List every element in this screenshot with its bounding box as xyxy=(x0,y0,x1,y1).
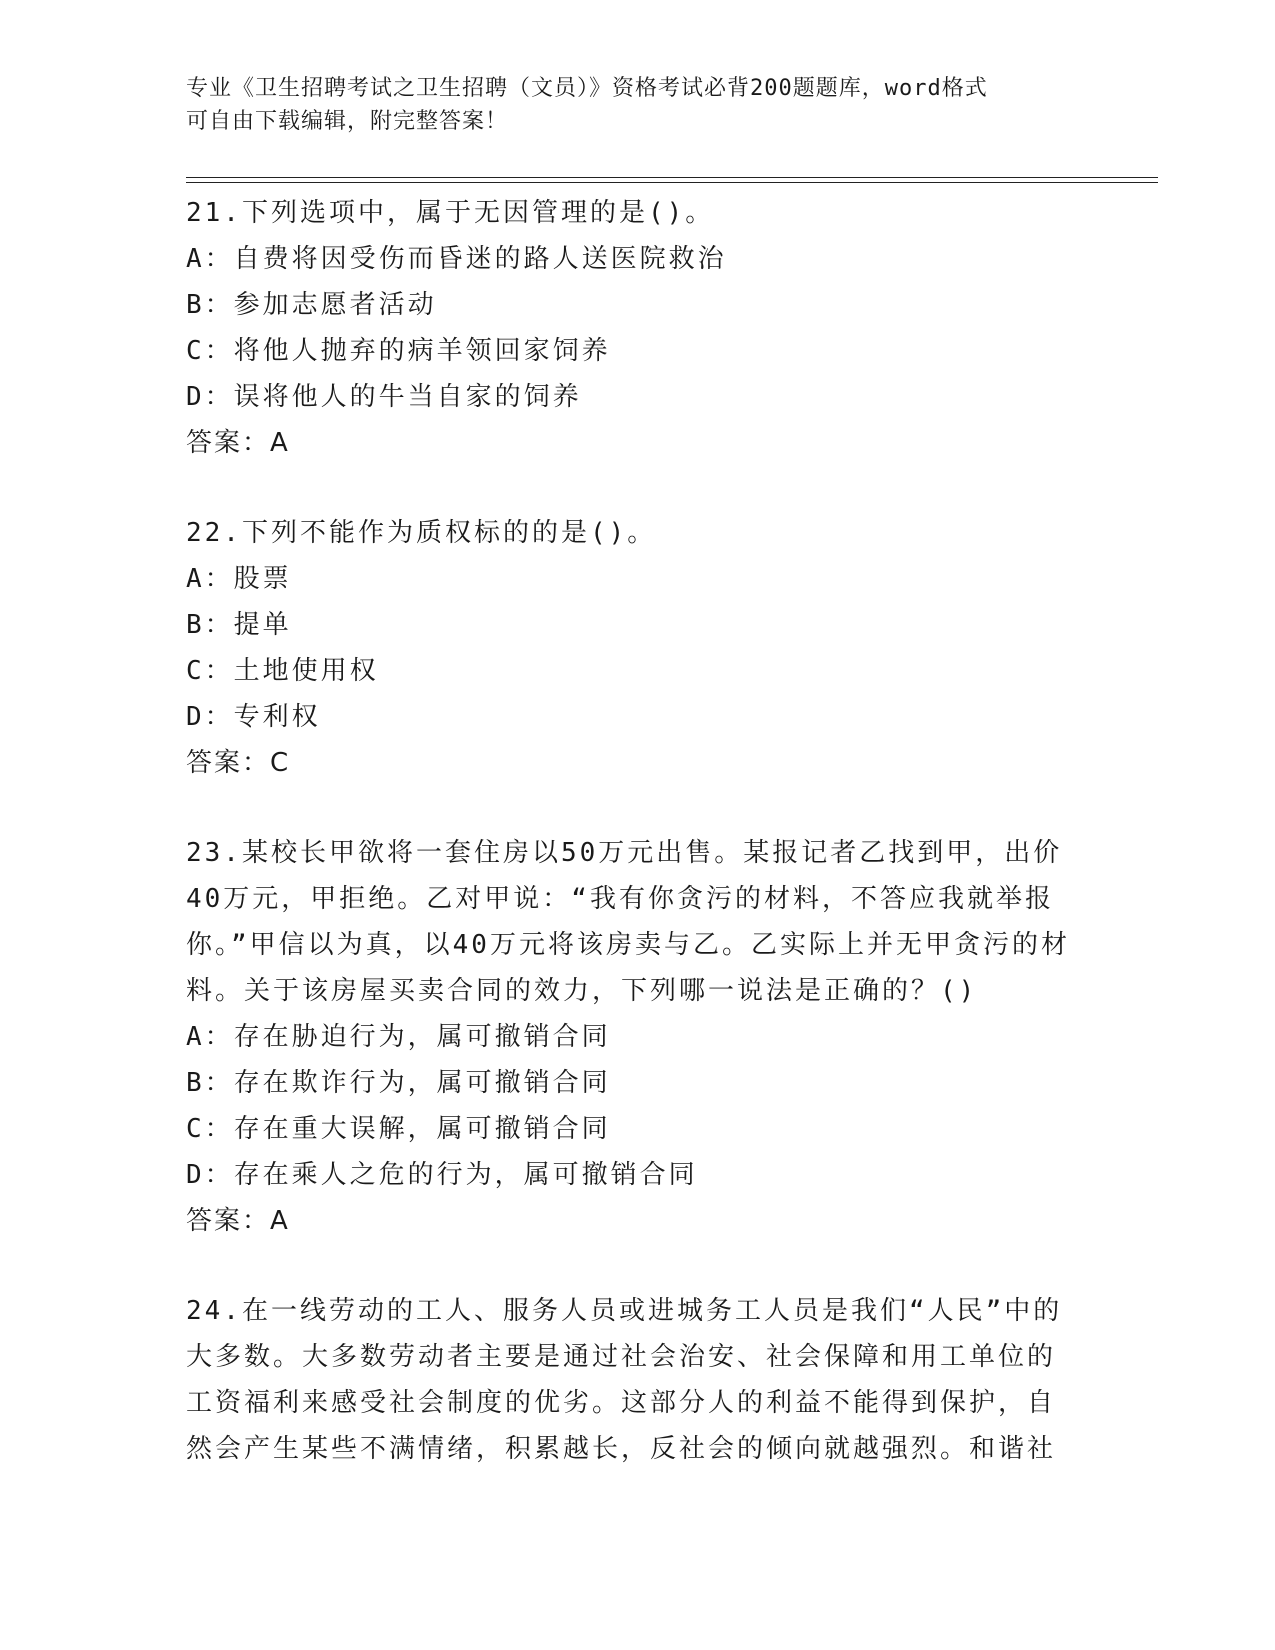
option-a: A：自费将因受伤而昏迷的路人送医院救治 xyxy=(186,244,727,274)
document-header xyxy=(186,72,1086,138)
answer-line: 答案：A xyxy=(186,428,290,458)
option-b: B：参加志愿者活动 xyxy=(186,290,437,320)
question-item xyxy=(186,830,1076,1244)
question-item xyxy=(186,190,1076,466)
option-b: B：存在欺诈行为，属可撤销合同 xyxy=(186,1068,611,1098)
question-stem: 23.某校长甲欲将一套住房以50万元出售。某报记者乙找到甲，出价40万元，甲拒绝。乙对甲说：“我有你贪污的材料，不答应我就举报你。”甲信以为真，以40万元将该房卖与乙。乙实际上并无甲贪污的材料。关于该房屋买卖合同的效力，下列哪一说法是正确的？() xyxy=(186,838,1070,1006)
question-list xyxy=(186,190,1076,1516)
option-c: C：土地使用权 xyxy=(186,656,379,686)
option-b: B：提单 xyxy=(186,610,292,640)
option-d: D：专利权 xyxy=(186,702,321,732)
question-item xyxy=(186,1288,1076,1472)
header-line-1: 专业《卫生招聘考试之卫生招聘（文员）》资格考试必背200题题库，word格式 xyxy=(186,76,988,101)
header-divider xyxy=(186,177,1158,183)
header-line-2: 可自由下载编辑，附完整答案！ xyxy=(186,109,509,134)
question-stem: 24.在一线劳动的工人、服务人员或进城务工人员是我们“人民”中的大多数。大多数劳动者主要是通过社会治安、社会保障和用工单位的工资福利来感受社会制度的优劣。这部分人的利益不能得到保护，自然会产生某些不满情绪，积累越长，反社会的倾向就越强烈。和谐社 xyxy=(186,1296,1063,1464)
question-stem: 22.下列不能作为质权标的的是()。 xyxy=(186,518,657,548)
answer-line: 答案：C xyxy=(186,748,291,778)
option-a: A：股票 xyxy=(186,564,292,594)
answer-line: 答案：A xyxy=(186,1206,290,1236)
option-d: D：误将他人的牛当自家的饲养 xyxy=(186,382,582,412)
option-c: C：存在重大误解，属可撤销合同 xyxy=(186,1114,611,1144)
option-d: D：存在乘人之危的行为，属可撤销合同 xyxy=(186,1160,698,1190)
option-a: A：存在胁迫行为，属可撤销合同 xyxy=(186,1022,611,1052)
question-stem: 21.下列选项中，属于无因管理的是()。 xyxy=(186,198,715,228)
question-item xyxy=(186,510,1076,786)
option-c: C：将他人抛弃的病羊领回家饲养 xyxy=(186,336,611,366)
